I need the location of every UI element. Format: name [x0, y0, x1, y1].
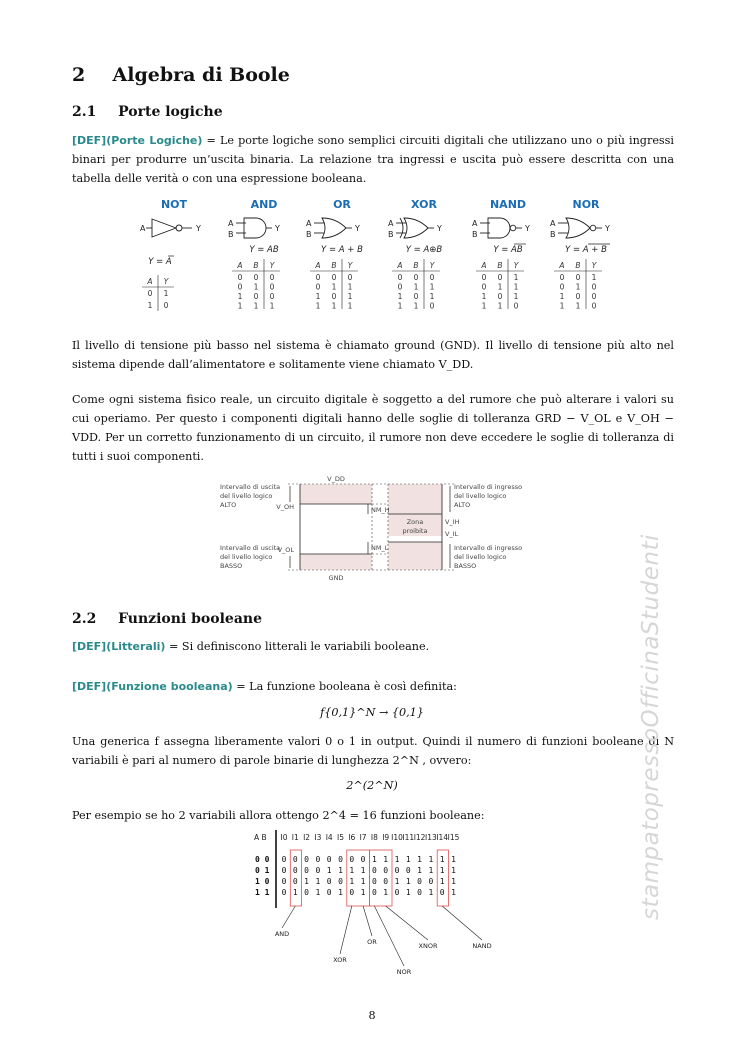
pin-y: Y [196, 224, 201, 233]
section-title: Algebra di Boole [112, 64, 290, 86]
tt-cell: 0 [413, 273, 419, 282]
function-value: 1 [451, 888, 456, 897]
paragraph-ground [72, 336, 674, 374]
tt-cell: 0 [559, 282, 565, 292]
boolean-functions-table [252, 828, 502, 978]
function-value: 1 [338, 866, 343, 875]
function-column-header: I1 [291, 833, 299, 842]
nor-label: NOR [396, 968, 412, 976]
gate-title: OR [333, 198, 351, 211]
tt-cell: 0 [397, 273, 403, 282]
nmh-label: NM_H [371, 506, 390, 514]
out-low-line2: del livello logico [220, 553, 273, 561]
vol-label: V_OL [277, 546, 294, 554]
tt-cell: 1 [591, 273, 597, 282]
function-value: 0 [405, 866, 411, 875]
pin-b: B [550, 230, 556, 239]
tt-cell: 1 [269, 301, 275, 311]
tt-header: A [481, 261, 487, 270]
gate-title: NOR [572, 198, 600, 211]
tt-header: B [413, 261, 419, 270]
function-column-header: I3 [314, 833, 322, 842]
tt-cell: 1 [575, 282, 581, 292]
tt-header: Y [163, 277, 169, 286]
tt-cell: 1 [497, 301, 503, 311]
logic-gates-figure [138, 196, 618, 324]
row-header: A B [254, 833, 267, 842]
tt-cell: 1 [315, 301, 321, 311]
formula-power [0, 776, 744, 795]
tt-cell: 1 [315, 292, 321, 301]
pin-y: Y [275, 224, 280, 233]
tt-cell: 1 [413, 282, 419, 292]
tt-cell: 0 [481, 273, 487, 282]
tt-cell: 0 [497, 292, 503, 301]
function-column-header: I7 [359, 833, 367, 842]
output-low-zone [300, 554, 372, 570]
function-value: 0 [281, 877, 287, 886]
paragraph-noise-text: Come ogni sistema fisico reale, un circuito digitale è soggetto a del rumore che può alterare i valori su cui operiamo. Per questo i componenti digitali hanno delle soglie di tolleranza GRD − V_OL e V_OH − VDD. Per un corretto funzionamento di un circuito, il rumore non deve eccedere le soglie di tolleranza di tutti i suoi componenti. [72, 393, 674, 463]
function-value: 1 [315, 888, 321, 897]
function-value: 0 [371, 877, 377, 886]
subsection-title: Porte logiche [118, 104, 223, 120]
pin-b: B [306, 230, 312, 239]
tt-cell: 1 [397, 292, 403, 301]
or-leader [363, 906, 372, 936]
function-value: 1 [360, 888, 366, 897]
tt-cell: 1 [253, 301, 259, 311]
function-value: 0 [371, 888, 377, 897]
function-value: 1 [428, 866, 434, 875]
subsection-title: Funzioni booleane [118, 611, 262, 627]
function-value: 1 [451, 877, 456, 886]
def-tag: [DEF](Porte Logiche) [72, 134, 203, 147]
out-high-line1: Intervallo di uscita [220, 483, 281, 491]
tt-cell: 1 [163, 289, 169, 298]
pin-a: A [388, 219, 394, 228]
function-value: 1 [417, 866, 423, 875]
pin-a: A [472, 219, 478, 228]
function-value: 1 [315, 877, 321, 886]
in-high-line1: Intervallo di ingresso [454, 483, 523, 491]
gate-nor [550, 198, 610, 311]
pin-b: B [472, 230, 478, 239]
function-value: 1 [338, 888, 343, 897]
gate-title: NOT [160, 198, 188, 211]
out-low-line3: BASSO [220, 562, 243, 570]
pin-b: B [388, 230, 394, 239]
in-low-line3: BASSO [454, 562, 477, 570]
pin-y: Y [355, 224, 360, 233]
in-high-line2: del livello logico [454, 492, 507, 500]
formula-power-text: 2^(2^N) [346, 779, 398, 792]
gate-and [228, 198, 280, 311]
tt-cell: 1 [481, 301, 487, 311]
pin-y: Y [605, 224, 610, 233]
tt-cell: 0 [237, 273, 243, 282]
tt-header: A [559, 261, 565, 270]
or-label: OR [367, 938, 377, 946]
watermark [638, 534, 664, 920]
function-value: 0 [338, 855, 343, 864]
page-number [0, 1006, 744, 1025]
tt-cell: 1 [559, 301, 565, 311]
function-value: 1 [360, 866, 366, 875]
tt-cell: 1 [497, 282, 503, 292]
pin-a: A [306, 219, 312, 228]
function-value: 1 [326, 866, 332, 875]
xnor-leader [386, 906, 428, 940]
tt-cell: 1 [331, 282, 337, 292]
tt-header: Y [269, 261, 275, 270]
function-value: 1 [439, 866, 445, 875]
tt-cell: 1 [513, 273, 519, 282]
gate-equation: Y = A⊕B [405, 245, 443, 255]
gate-symbol [244, 218, 266, 238]
gate-not [140, 198, 201, 311]
nml-label: NM_L [371, 544, 389, 552]
in-low-line2: del livello logico [454, 553, 507, 561]
tt-cell: 0 [331, 273, 337, 282]
function-value: 1 [428, 888, 434, 897]
tt-cell: 1 [237, 292, 243, 301]
function-value: 1 [383, 855, 389, 864]
def-text: = Le porte logiche sono semplici circuiti digitali che utilizzano uno o più ingressi binari per produrre un’uscita binaria. La relazione tra ingressi e uscita può essere descritta con una tabella delle verità o con una espressione booleana. [72, 134, 674, 185]
def-litterali [72, 637, 674, 656]
function-value: 1 [371, 855, 377, 864]
out-high-line3: ALTO [220, 501, 237, 509]
tt-cell: 0 [591, 282, 597, 292]
forbidden-line1: Zona [406, 518, 424, 526]
in-high-line3: ALTO [454, 501, 471, 509]
tt-cell: 0 [575, 292, 581, 301]
function-value: 1 [417, 855, 423, 864]
gate-symbol [488, 218, 510, 238]
pin-y: Y [525, 224, 530, 233]
function-value: 1 [428, 855, 434, 864]
formula-function [0, 703, 744, 722]
function-value: 0 [428, 877, 434, 886]
tt-header: Y [429, 261, 435, 270]
gate-title: XOR [411, 198, 437, 211]
tt-cell: 0 [397, 282, 403, 292]
gate-equation: Y = A + B [565, 245, 607, 255]
tt-cell: 0 [315, 282, 321, 292]
tt-cell: 0 [413, 292, 419, 301]
vil-label: V_IL [445, 530, 459, 538]
gate-nand [472, 198, 530, 311]
gates-group [140, 198, 610, 311]
nand-label: NAND [472, 942, 492, 950]
function-value: 0 [281, 855, 287, 864]
function-column-header: I4 [325, 833, 333, 842]
tt-cell: 1 [347, 282, 353, 292]
def-tag: [DEF](Litterali) [72, 640, 166, 653]
tt-header: A [147, 277, 153, 286]
tt-cell: 0 [429, 273, 435, 282]
function-value: 1 [304, 877, 310, 886]
noise-margin-diagram [218, 474, 538, 586]
watermark-text: stampatopressoOfficinaStudenti [638, 534, 664, 920]
tt-cell: 1 [397, 301, 403, 311]
gate-symbol [404, 218, 428, 238]
bool-table-group [254, 830, 492, 976]
section-heading [72, 66, 290, 85]
tt-cell: 0 [591, 301, 597, 311]
gate-equation: Y = AB [493, 245, 523, 255]
function-column-header: I11 [402, 833, 415, 842]
vdd-label: V_DD [327, 475, 345, 483]
tt-header: Y [591, 261, 597, 270]
function-value: 1 [383, 888, 389, 897]
function-value: 0 [292, 877, 298, 886]
input-combination: 0 1 [255, 866, 270, 875]
inversion-bubble [510, 225, 516, 231]
subsection-number: 2.1 [72, 104, 97, 120]
input-combination: 1 1 [255, 888, 270, 897]
paragraph-noise [72, 390, 674, 466]
xor-label: XOR [333, 956, 347, 964]
function-value: 0 [326, 888, 332, 897]
tt-cell: 0 [269, 282, 275, 292]
def-text: = Si definiscono litterali le variabili booleane. [165, 640, 430, 653]
tt-header: B [497, 261, 503, 270]
def-tag: [DEF](Funzione booleana) [72, 680, 233, 693]
function-column-header: I10 [391, 833, 403, 842]
tt-cell: 1 [147, 301, 153, 310]
and-label: AND [274, 930, 290, 938]
tt-cell: 0 [269, 273, 275, 282]
function-value: 0 [281, 866, 287, 875]
gate-equation: Y = AB [249, 245, 279, 255]
function-value: 0 [338, 877, 343, 886]
gate-title: NAND [489, 198, 527, 211]
function-value: 0 [371, 866, 377, 875]
function-value: 0 [281, 888, 287, 897]
function-value: 1 [349, 866, 355, 875]
pin-a: A [228, 219, 234, 228]
tt-cell: 1 [513, 282, 519, 292]
tt-cell: 1 [481, 292, 487, 301]
function-column-header: I12 [413, 833, 426, 842]
tt-cell: 1 [237, 301, 243, 311]
section-number: 2 [72, 64, 86, 86]
function-value: 1 [360, 877, 366, 886]
tt-cell: 1 [253, 282, 259, 292]
tt-header: B [575, 261, 581, 270]
gnd-label: GND [328, 574, 344, 582]
tt-cell: 1 [347, 292, 353, 301]
function-value: 0 [304, 866, 310, 875]
function-value: 1 [349, 877, 355, 886]
function-value: 0 [315, 855, 321, 864]
xor-leader [340, 906, 352, 954]
gate-symbol [322, 218, 346, 238]
function-value: 0 [326, 877, 332, 886]
page-number-text: 8 [368, 1009, 376, 1022]
nand-leader [442, 906, 482, 940]
in-low-line1: Intervallo di ingresso [454, 544, 523, 552]
function-value: 1 [394, 877, 400, 886]
not-gate-symbol [152, 219, 176, 237]
function-value: 1 [439, 877, 445, 886]
output-high-zone [300, 484, 372, 504]
function-value: 1 [405, 855, 411, 864]
out-high-line2: del livello logico [220, 492, 273, 500]
input-combination: 0 0 [255, 855, 270, 864]
tt-cell: 1 [513, 292, 519, 301]
voh-label: V_OH [276, 503, 294, 511]
function-value: 0 [394, 866, 400, 875]
pin-a: A [140, 224, 146, 233]
paragraph-count [72, 732, 674, 770]
function-value: 1 [439, 855, 445, 864]
function-column-header: I5 [337, 833, 344, 842]
tt-header: A [237, 261, 243, 270]
function-value: 0 [383, 877, 389, 886]
xor-curve [400, 218, 403, 238]
function-value: 0 [304, 855, 310, 864]
gate-xor [388, 198, 442, 311]
function-column-header: I13 [425, 833, 437, 842]
function-value: 0 [304, 888, 310, 897]
tt-header: Y [347, 261, 353, 270]
function-column-header: I2 [303, 833, 311, 842]
vih-label: V_IH [445, 518, 460, 526]
function-value: 0 [292, 855, 298, 864]
tt-cell: 0 [575, 273, 581, 282]
input-low-zone [388, 542, 442, 570]
tt-cell: 0 [315, 273, 321, 282]
gate-title: AND [250, 198, 278, 211]
tt-header: B [253, 261, 259, 270]
pin-a: A [550, 219, 556, 228]
function-value: 0 [349, 855, 355, 864]
gate-equation: Y = A [148, 257, 172, 267]
forbidden-line2: proibita [402, 527, 428, 535]
function-value: 1 [292, 888, 298, 897]
function-value: 0 [417, 888, 423, 897]
function-value: 1 [451, 866, 456, 875]
gate-or [306, 198, 363, 311]
def-porte-logiche [72, 131, 674, 188]
tt-cell: 1 [575, 301, 581, 311]
out-low-line1: Intervallo di uscita [220, 544, 281, 552]
tt-cell: 0 [237, 282, 243, 292]
function-column-header: I8 [370, 833, 378, 842]
function-value: 1 [405, 877, 411, 886]
tt-cell: 0 [513, 301, 519, 311]
tt-cell: 0 [591, 292, 597, 301]
paragraph-example-text: Per esempio se ho 2 variabili allora ottengo 2^4 = 16 funzioni booleane: [72, 809, 485, 822]
tt-cell: 0 [559, 273, 565, 282]
tt-cell: 0 [497, 273, 503, 282]
tt-cell: 0 [429, 301, 435, 311]
subsection-heading-1 [72, 103, 223, 122]
function-value: 0 [326, 855, 332, 864]
tt-cell: 1 [347, 301, 353, 311]
function-value: 0 [315, 866, 321, 875]
function-column-header: I9 [382, 833, 390, 842]
function-value: 0 [383, 866, 389, 875]
nor-leader [374, 906, 404, 966]
formula-function-text: f{0,1}^N → {0,1} [320, 706, 424, 719]
function-value: 0 [394, 888, 400, 897]
function-column-header: I6 [348, 833, 356, 842]
function-value: 0 [349, 888, 355, 897]
tt-cell: 0 [253, 292, 259, 301]
tt-cell: 0 [253, 273, 259, 282]
xnor-label: XNOR [418, 942, 438, 950]
pin-b: B [228, 230, 234, 239]
tt-cell: 1 [559, 292, 565, 301]
pin-y: Y [437, 224, 442, 233]
gate-equation: Y = A + B [321, 245, 363, 255]
function-value: 1 [451, 855, 456, 864]
tt-cell: 0 [481, 282, 487, 292]
function-value: 0 [417, 877, 423, 886]
tt-cell: 0 [269, 292, 275, 301]
tt-header: A [315, 261, 321, 270]
tt-cell: 1 [331, 301, 337, 311]
tt-cell: 0 [347, 273, 353, 282]
function-value: 0 [292, 866, 298, 875]
def-funzione-booleana [72, 677, 674, 696]
function-column-header: I14 [436, 833, 449, 842]
paragraph-ground-text: Il livello di tensione più basso nel sistema è chiamato ground (GND). Il livello di tensione più alto nel sistema dipende dall’alimentatore e solitamente viene chiamato V_DD. [72, 339, 674, 371]
tt-header: Y [513, 261, 519, 270]
tt-cell: 1 [429, 292, 435, 301]
input-combination: 1 0 [255, 877, 270, 886]
paragraph-example [72, 806, 674, 825]
subsection-number: 2.2 [72, 611, 97, 627]
function-value: 0 [360, 855, 366, 864]
tt-cell: 0 [147, 289, 153, 298]
function-value: 1 [405, 888, 411, 897]
inversion-bubble [590, 225, 596, 231]
tt-cell: 0 [331, 292, 337, 301]
and-leader [282, 906, 295, 928]
tt-cell: 1 [413, 301, 419, 311]
function-column-header: I0 [280, 833, 288, 842]
tt-cell: 0 [163, 301, 169, 310]
paragraph-count-text: Una generica f assegna liberamente valori 0 o 1 in output. Quindi il numero di funzioni booleane di N variabili è pari al numero di parole binarie di lunghezza 2^N , ovvero: [72, 735, 674, 767]
function-value: 1 [394, 855, 400, 864]
function-value: 0 [439, 888, 445, 897]
tt-cell: 1 [429, 282, 435, 292]
gate-symbol [566, 218, 590, 238]
tt-header: A [397, 261, 403, 270]
subsection-heading-2 [72, 610, 262, 629]
tt-header: B [331, 261, 337, 270]
function-column-header: I15 [447, 833, 460, 842]
def-text: = La funzione booleana è così definita: [232, 680, 457, 693]
